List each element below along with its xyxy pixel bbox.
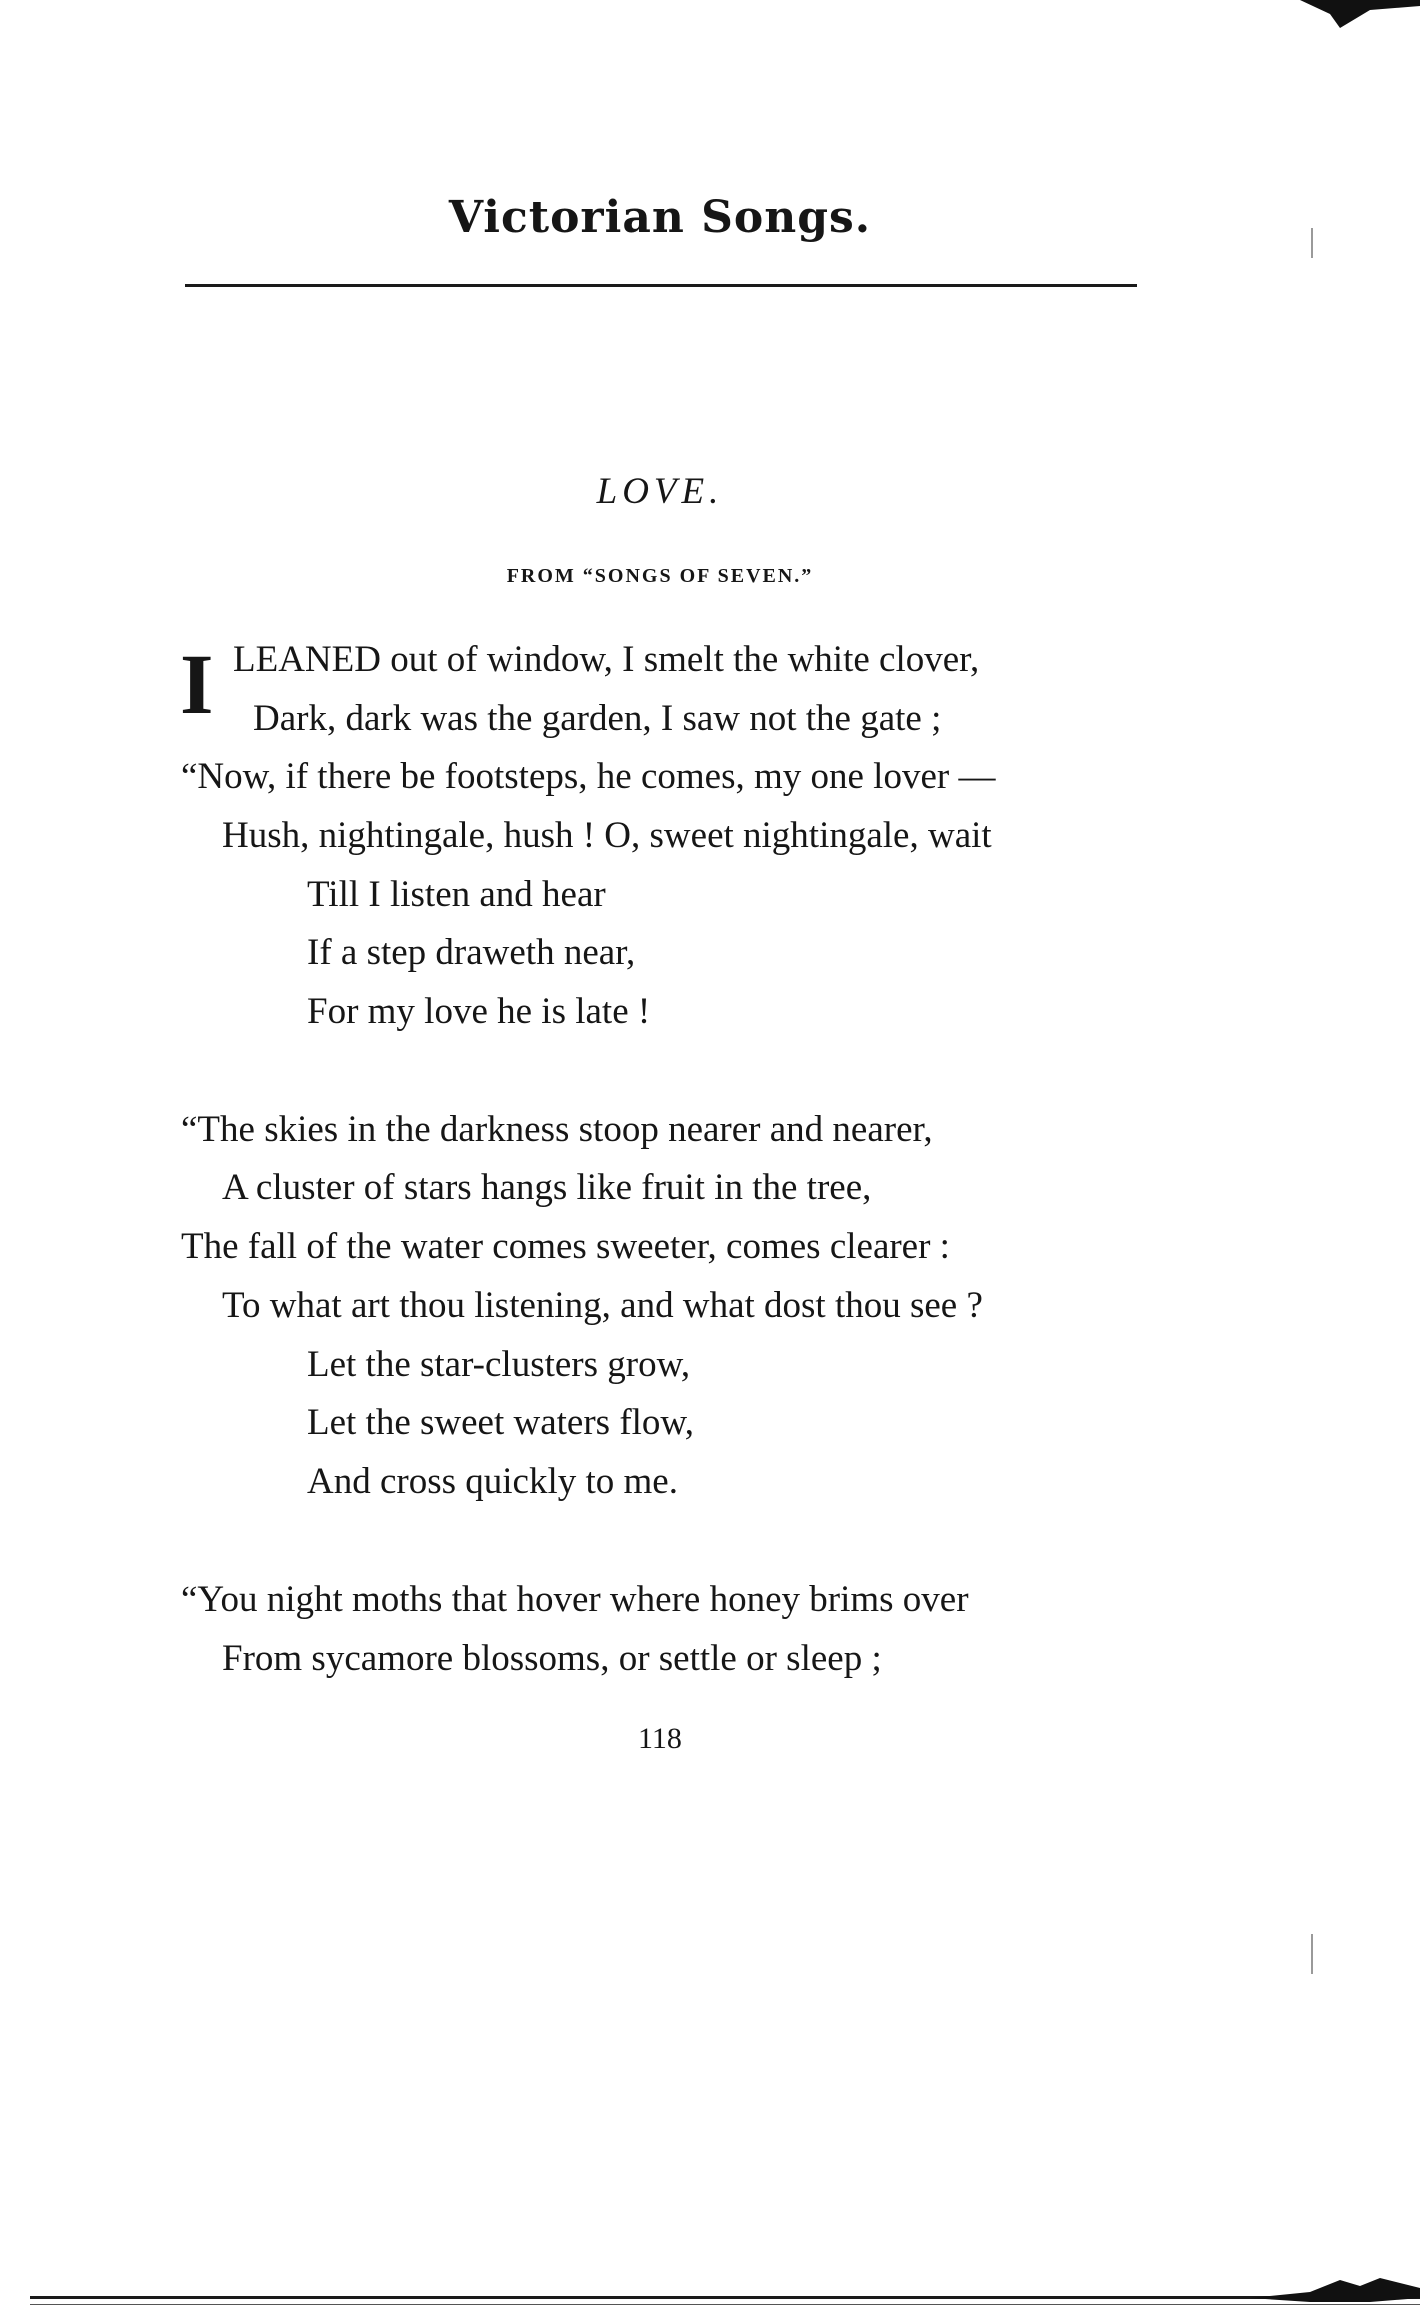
verse-line: Dark, dark was the garden, I saw not the gate ; <box>253 698 942 739</box>
bottom-rule-secondary <box>30 2304 1420 2305</box>
verse-line: “You night moths that hover where honey brims over <box>181 1579 969 1620</box>
verse-line: Let the star-clusters grow, <box>307 1344 691 1385</box>
scan-edge-mark <box>1250 2268 1420 2308</box>
bottom-rule <box>30 2296 1420 2299</box>
verse-line: If a step draweth near, <box>307 932 636 973</box>
margin-mark <box>1311 1934 1313 1974</box>
verse-line: To what art thou listening, and what dost thou see ? <box>222 1285 983 1326</box>
page-number: 118 <box>638 1722 682 1755</box>
verse-line: And cross quickly to me. <box>307 1461 678 1502</box>
running-head: Victorian Songs. <box>448 192 872 243</box>
poem-title: LOVE. <box>596 471 724 512</box>
verse-line: Till I listen and hear <box>307 874 606 915</box>
drop-cap: I <box>180 636 214 732</box>
margin-mark <box>1311 228 1313 258</box>
scan-corner-mark <box>1300 0 1420 36</box>
verse-line: “The skies in the darkness stoop nearer and nearer, <box>181 1109 933 1150</box>
verse-line: The fall of the water comes sweeter, comes clearer : <box>181 1226 950 1267</box>
verse-line: A cluster of stars hangs like fruit in the tree, <box>222 1167 872 1208</box>
verse-line: Let the sweet waters flow, <box>307 1402 694 1443</box>
verse-line: LEANED out of window, I smelt the white clover, <box>233 639 980 680</box>
verse-line: Hush, nightingale, hush ! O, sweet nightingale, wait <box>222 815 992 856</box>
verse-line: From sycamore blossoms, or settle or sleep ; <box>222 1638 882 1679</box>
header-rule <box>185 284 1137 287</box>
verse-line: For my love he is late ! <box>307 991 651 1032</box>
verse-line: “Now, if there be footsteps, he comes, my one lover — <box>181 756 996 797</box>
poem-source: FROM “SONGS OF SEVEN.” <box>506 565 814 587</box>
